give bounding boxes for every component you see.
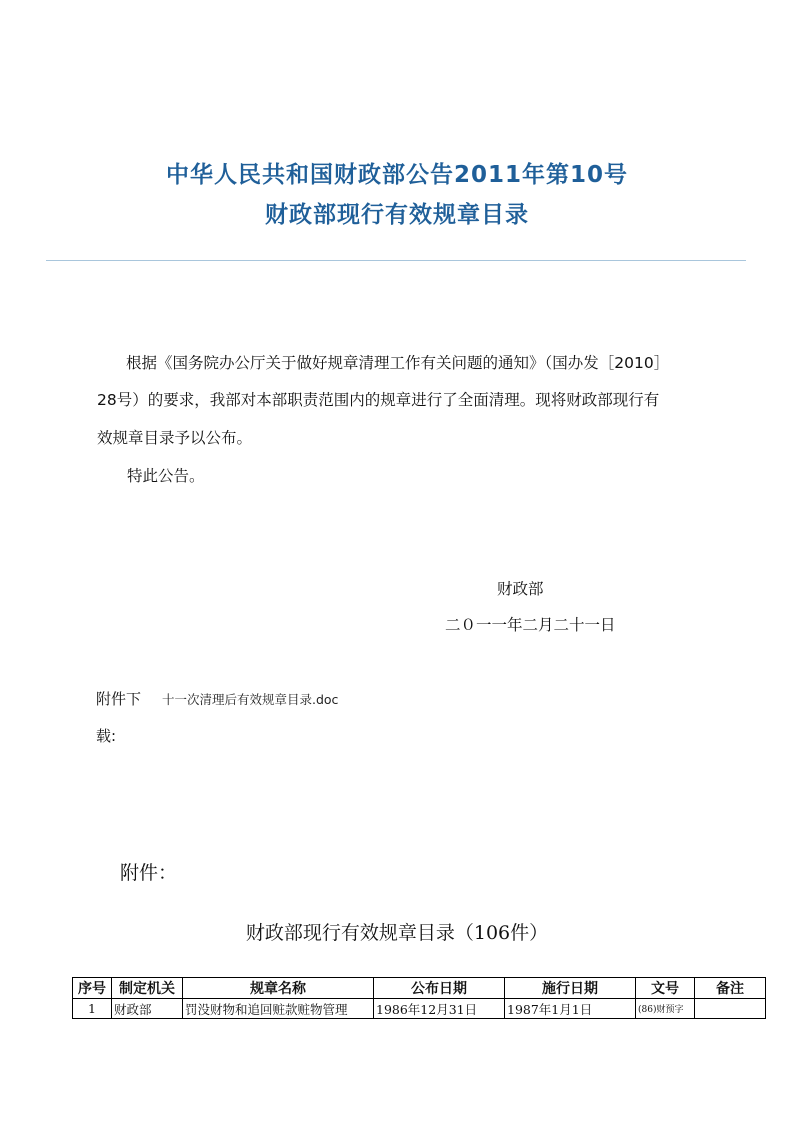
attachment-download-link[interactable]: 十一次清理后有效规章目录.doc <box>162 692 339 707</box>
page-title: 中华人民共和国财政部公告2011年第10号 <box>165 162 629 188</box>
regulations-table <box>72 977 766 1019</box>
header-effective-date: 施行日期 <box>505 978 636 999</box>
table-header-row <box>73 978 766 999</box>
body-paragraph-line-1: 根据《国务院办公厅关于做好规章清理工作有关问题的通知》（国办发［2010］ <box>126 354 670 372</box>
appendix-label: 附件： <box>120 862 178 884</box>
signature-date: 二０一一年二月二十一日 <box>445 616 616 634</box>
title-divider <box>46 260 746 261</box>
header-index: 序号 <box>73 978 112 999</box>
cell-agency: 财政部 <box>112 999 183 1019</box>
cell-doc-number: (86)财预字 <box>636 999 695 1019</box>
cell-remarks <box>695 999 766 1019</box>
cell-effective-date: 1987年1月1日 <box>505 999 636 1019</box>
body-paragraph-line-2: 28号）的要求，我部对本部职责范围内的规章进行了全面清理。现将财政部现行有 <box>97 391 660 409</box>
attachment-label: 附件下 <box>96 690 142 708</box>
signature-org: 财政部 <box>497 580 544 598</box>
table-title: 财政部现行有效规章目录（106件） <box>245 922 549 944</box>
header-agency: 制定机关 <box>112 978 183 999</box>
body-closing: 特此公告。 <box>127 467 205 485</box>
attachment-label-cont: 载: <box>96 727 117 745</box>
header-name: 规章名称 <box>183 978 374 999</box>
header-remarks: 备注 <box>695 978 766 999</box>
cell-index: 1 <box>73 999 112 1019</box>
header-doc-number: 文号 <box>636 978 695 999</box>
page-subtitle: 财政部现行有效规章目录 <box>265 202 529 228</box>
cell-name: 罚没财物和追回赃款赃物管理 <box>183 999 374 1019</box>
body-paragraph-line-3: 效规章目录予以公布。 <box>97 429 253 447</box>
table-row <box>73 999 766 1019</box>
header-publish-date: 公布日期 <box>374 978 505 999</box>
cell-publish-date: 1986年12月31日 <box>374 999 505 1019</box>
